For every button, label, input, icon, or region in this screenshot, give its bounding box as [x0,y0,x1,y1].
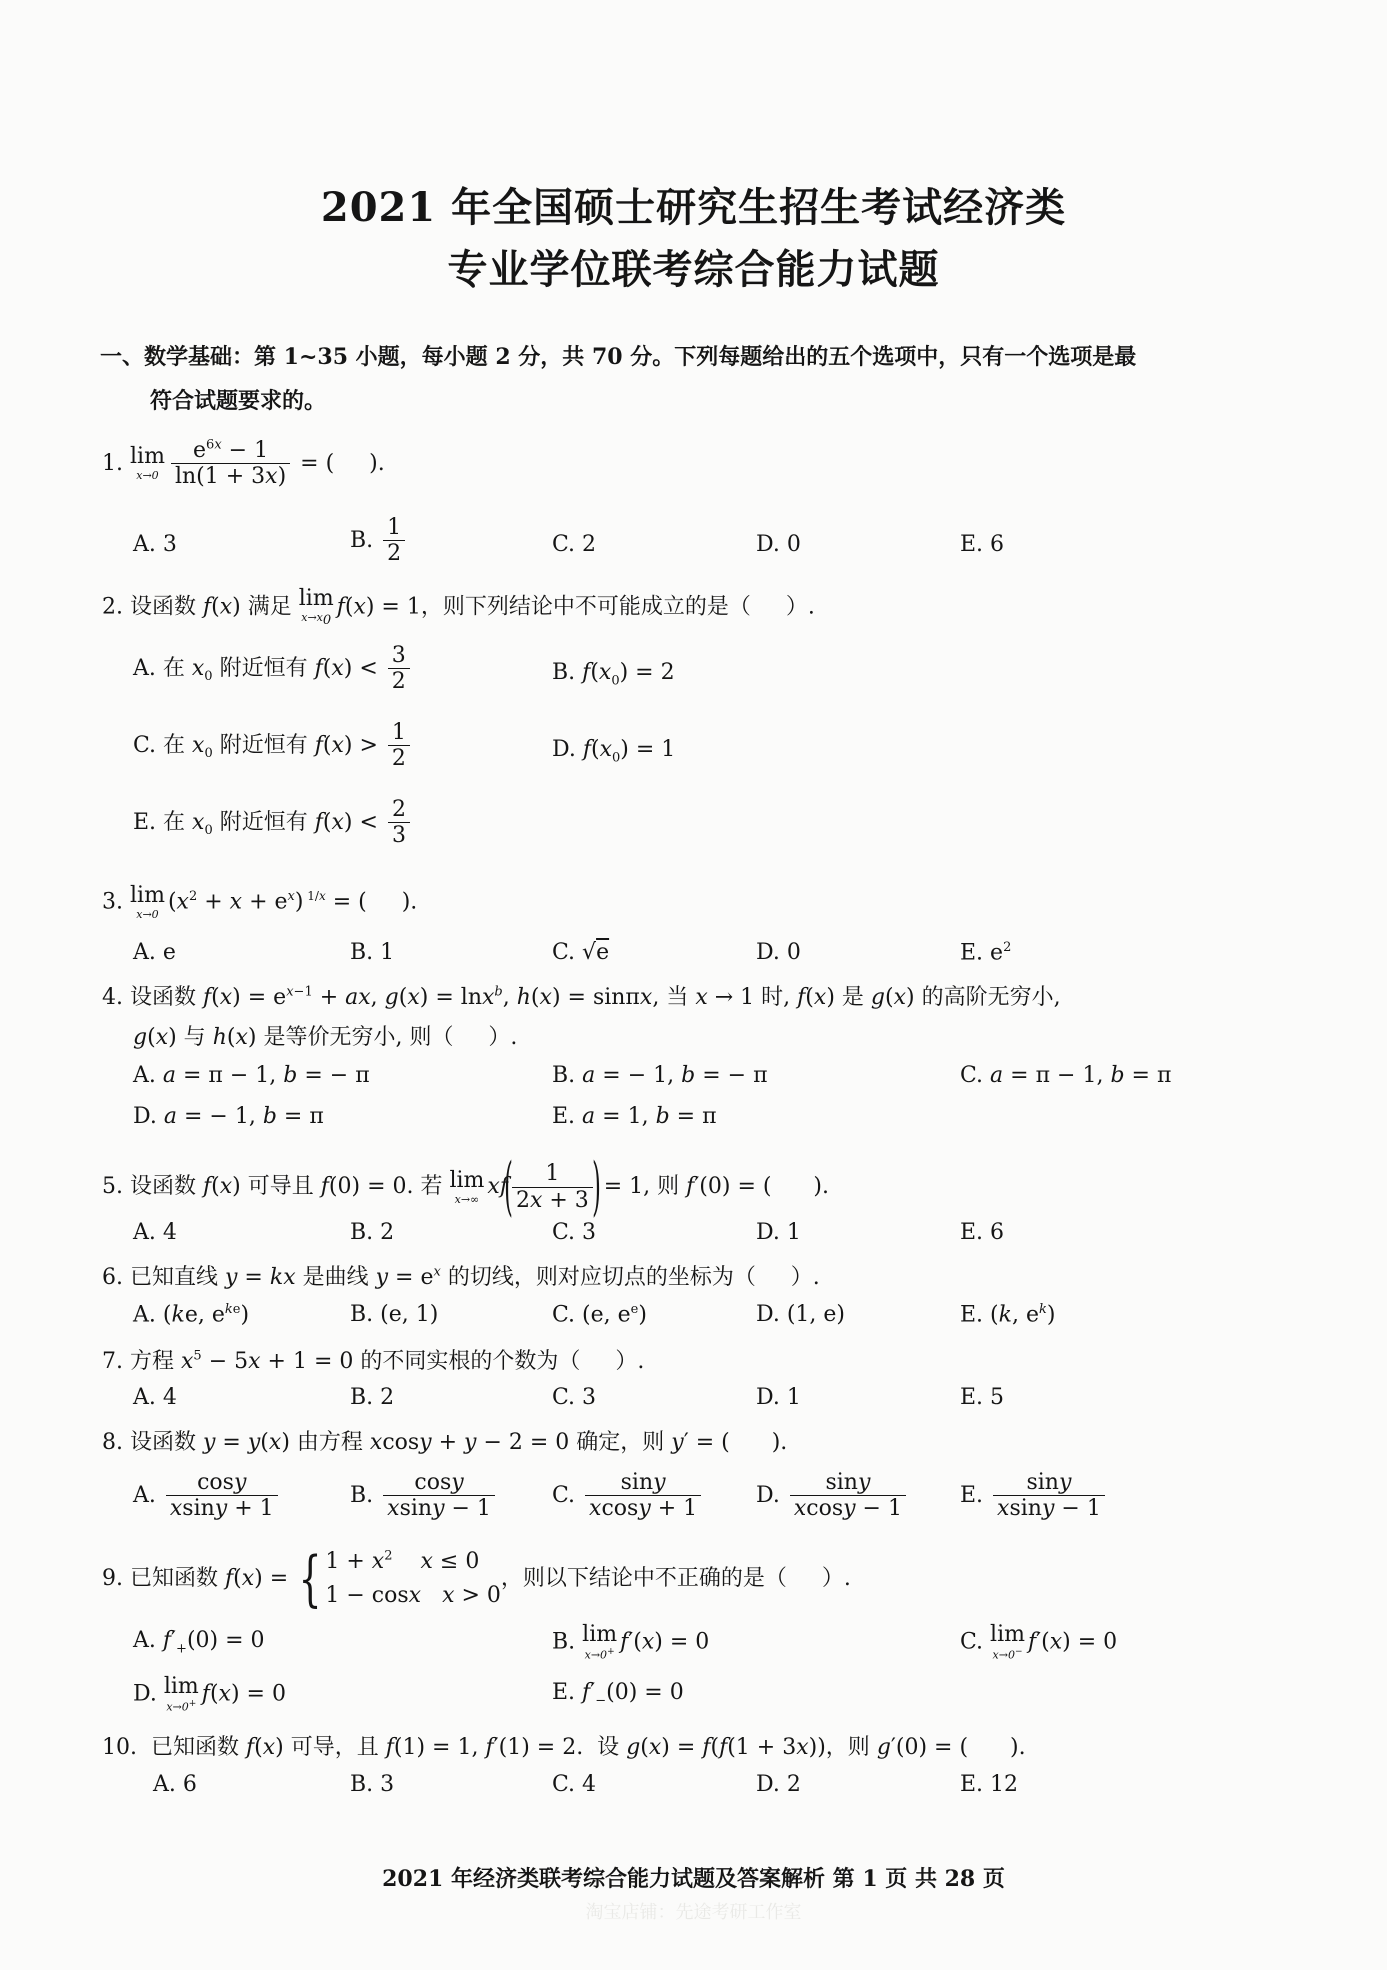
q7-option-c: C. 3 [552,1385,597,1410]
q8-option-e: E. $\frac{\sin y}{xsiny - 1}$ [960,1470,1108,1522]
q5-option-a: A. 4 [133,1220,177,1245]
q3-option-c: C. √e [552,940,610,965]
q4-option-e: E. a = 1, b = π [552,1104,717,1129]
q1-option-d: D. 0 [756,532,801,557]
q3-option-a: A. e [133,940,176,965]
question-10: 10. 已知函数 f(x) 可导，且 f(1) = 1, f′(1) = 2. 设 g(x) = f(f(1 + 3x))，则 g′(0) = ( ). [102,1735,1026,1760]
q2-option-d: D. $f(x_0) = 1$ [552,737,676,766]
question-9: 9. 已知函数 f(x) = { $1 + x^2$ x ≤ 0 1 − cosx x > 0，则以下结论中不正确的是（ ）. [102,1544,851,1614]
q5-option-e: E. 6 [960,1220,1005,1245]
q2-option-c: C. 在 $x_0$ 附近恒有 f(x) > $\frac{1}{2}$ [133,720,413,772]
question-7: 7. 方程 $x^5 - 5x + 1 = 0$ 的不同实根的个数为（ ）. [102,1348,645,1374]
question-6: 6. 已知直线 y = kx 是曲线 $y = e^x$ 的切线，则对应切点的坐标为（ ）. [102,1264,820,1290]
q7-option-b: B. 2 [350,1385,395,1410]
q8-option-d: D. $\frac{\sin y}{xcosy - 1}$ [756,1470,909,1522]
q8-option-b: B. $\frac{\cos y}{xsiny - 1}$ [350,1470,498,1522]
exam-title-line1: 2021 年全国硕士研究生招生考试经济类 [320,184,1067,231]
q1-option-c: C. 2 [552,532,597,557]
q10-option-b: B. 3 [350,1772,395,1797]
q2-option-a: A. 在 $x_0$ 附近恒有 f(x) < $\frac{3}{2}$ [133,643,413,695]
q4-option-b: B. a = − 1, b = − π [552,1063,768,1088]
q2-option-e: E. 在 $x_0$ 附近恒有 f(x) < $\frac{2}{3}$ [133,797,413,849]
q9-option-b: B. lim x→0+ f′(x) = 0 [552,1622,710,1662]
q1-option-b: B. $\frac{1}{2}$ [350,515,408,567]
q7-option-e: E. 5 [960,1385,1005,1410]
page-footer: 2021 年经济类联考综合能力试题及答案解析 第 1 页 共 28 页 [382,1866,1005,1892]
q9-option-a: A. $f'_+(0) = 0$ [133,1628,265,1657]
q3-option-e: E. $e^2$ [960,940,1012,966]
question-1: 1. lim x→0 $\frac{e^{6x} - 1}{\ln(1 + 3x)}$ = ( ). [102,437,385,490]
q4-option-c: C. a = π − 1, b = π [960,1063,1172,1088]
q3-option-d: D. 0 [756,940,801,965]
q9-option-e: E. $f'_-(0) = 0$ [552,1680,684,1709]
question-8: 8. 设函数 y = y(x) 由方程 xcosy + y − 2 = 0 确定，则 y′ = ( ). [102,1430,788,1455]
q4-option-a: A. a = π − 1, b = − π [133,1063,370,1088]
q6-option-d: D. (1, e) [756,1302,846,1327]
q1-option-e: E. 6 [960,532,1005,557]
q3-option-b: B. 1 [350,940,395,965]
q6-option-e: E. (k, $e^k$) [960,1302,1056,1328]
q1-option-a: A. 3 [133,532,177,557]
q5-option-b: B. 2 [350,1220,395,1245]
q9-option-d: D. lim x→0+ f(x) = 0 [133,1674,286,1714]
q6-option-b: B. (e, 1) [350,1302,439,1327]
section-instruction-cont: 符合试题要求的。 [150,388,327,414]
q5-option-c: C. 3 [552,1220,597,1245]
q6-option-a: A. (ke, $e^{ke}$) [133,1302,250,1328]
q9-option-c: C. lim x→0− f′(x) = 0 [960,1622,1118,1662]
q4-option-d: D. a = − 1, b = π [133,1104,324,1129]
question-2: 2. 设函数 f(x) 满足 lim $x\to x_0$ f(x) = 1，则下列结论中不可能成立的是（ ）. [102,586,815,629]
q10-option-e: E. 12 [960,1772,1019,1797]
q10-option-c: C. 4 [552,1772,597,1797]
q10-option-d: D. 2 [756,1772,801,1797]
question-5: 5. 设函数 f(x) 可导且 f(0) = 0. 若 lim x→∞ xf( $\frac{1}{2x + 3}$ ) = 1, 则 f′(0) = ( ). [102,1150,830,1224]
q6-option-c: C. (e, $e^e$) [552,1302,647,1328]
q10-option-a: A. 6 [153,1772,197,1797]
q7-option-d: D. 1 [756,1385,801,1410]
section-instruction: 一、数学基础：第 1~35 小题，每小题 2 分，共 70 分。下列每题给出的五个选项中，只有一个选项是最 [100,344,1137,370]
q2-option-b: B. $f(x_0) = 2$ [552,660,675,689]
q8-option-a: A. $\frac{\cos y}{xsiny + 1}$ [133,1470,281,1522]
question-4-cont: g(x) 与 h(x) 是等价无穷小, 则（ ）. [133,1025,518,1050]
watermark: 淘宝店铺：先途考研工作室 [585,1902,802,1923]
q7-option-a: A. 4 [133,1385,177,1410]
q8-option-c: C. $\frac{\sin y}{xcosy + 1}$ [552,1470,704,1522]
question-3: 3. lim x→0 $(x^2 + x + e^x) ^{1/x}$ = ( ). [102,883,418,921]
exam-title-line2: 专业学位联考综合能力试题 [447,246,940,293]
q5-option-d: D. 1 [756,1220,801,1245]
question-4: 4. 设函数 $f(x) = e^{x-1}$ + ax, g(x) = lnx$^b$, h(x) = sinπx, 当 x → 1 时, f(x) 是 g(x) 的高阶无穷小, [102,984,1061,1010]
